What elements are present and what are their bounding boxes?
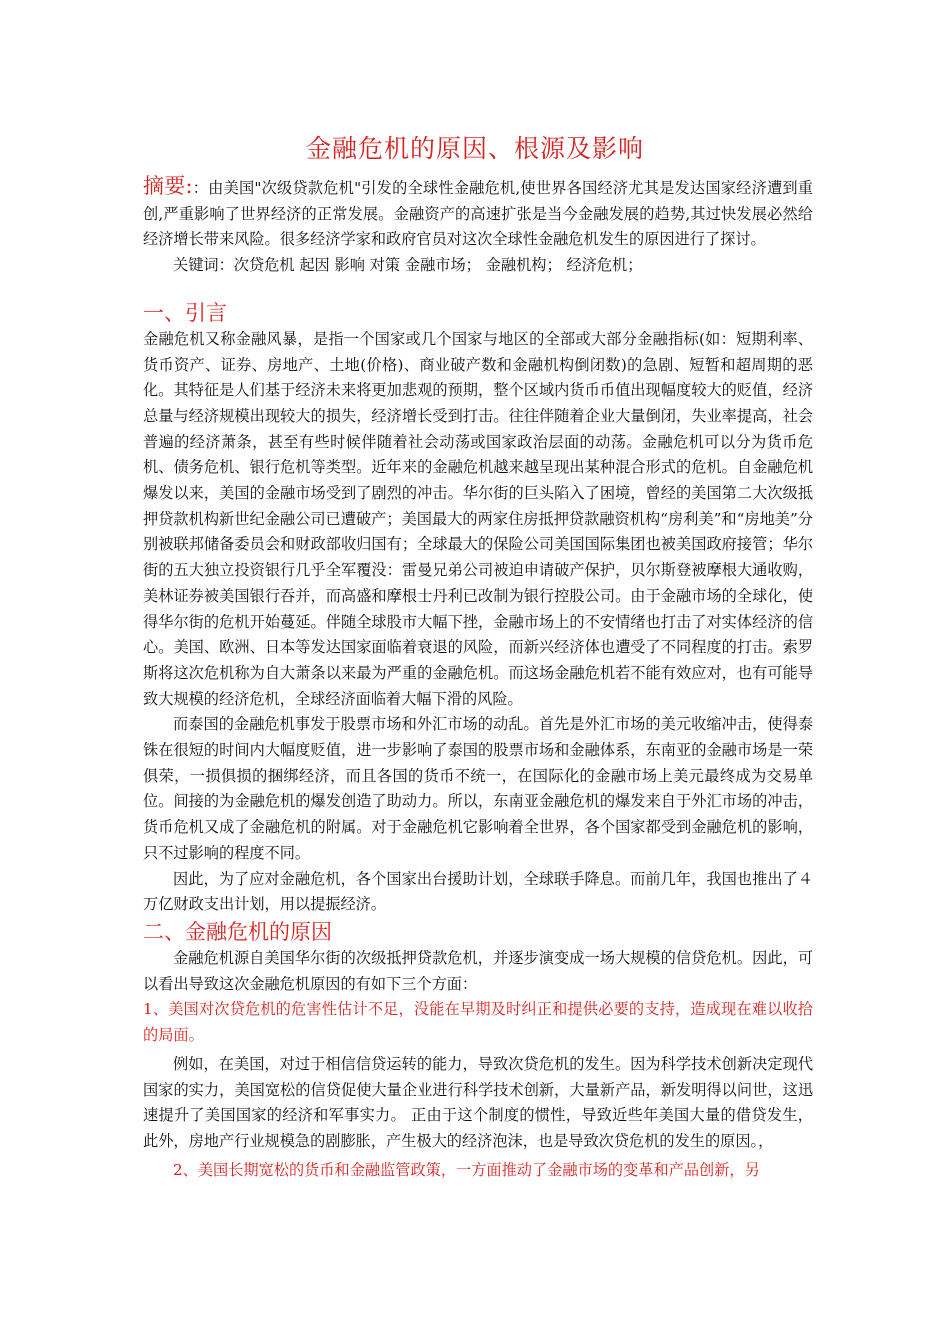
section-heading-causes: 二、金融危机的原因 xyxy=(143,919,332,944)
abstract-paragraph xyxy=(143,174,813,253)
keywords-line: 关键词：次贷危机 起因 影响 对策 金融市场； 金融机构； 经济危机； xyxy=(173,256,643,275)
intro-paragraph-3: 因此，为了应对金融危机，各个国家出台援助计划，全球联手降息。而前几年，我国也推出了４万亿财政支出计划，用以提振经济。 xyxy=(143,869,813,914)
causes-point-1: 1、美国对次贷危机的危害性估计不足，没能在早期及时纠正和提供必要的支持，造成现在难以收拾的局面。 xyxy=(143,1000,813,1045)
section-heading-intro: 一、引言 xyxy=(143,300,227,325)
causes-point-2: 2、美国长期宽松的货币和金融监管政策，一方面推动了金融市场的变革和产品创新，另 xyxy=(173,1160,760,1179)
intro-paragraph-2: 而泰国的金融危机事发于股票市场和外汇市场的动乱。首先是外汇市场的美元收缩冲击，使得泰铢在很短的时间内大幅度贬值，进一步影响了泰国的股票市场和金融体系，东南亚的金融市场是一荣俱荣，一损俱损的捆绑经济，而且各国的货币不统一，在国际化的金融市场上美元最终成为交易单位。间接的为金融危机的爆发创造了助动力。所以，东南亚金融危机的爆发来自于外汇市场的冲击，货币危机又成了金融危机的附属。对于金融危机它影响着全世界，各个国家都受到金融危机的影响，只不过影响的程度不同。 xyxy=(143,715,813,862)
abstract-label: 摘要: xyxy=(143,174,193,198)
causes-paragraph-2: 例如，在美国，对过于相信信贷运转的能力，导致次贷危机的发生。因为科学技术创新决定现代国家的实力，美国宽松的信贷促使大量企业进行科学技术创新，大量新产品，新发明得以问世，这迅速提升了美国国家的经济和军事实力。 正由于这个制度的惯性，导致近些年美国大量的借贷发生，此外，房地产行业规模急的剧膨胀，产生极大的经济泡沫，也是导致次贷危机的发生的原因。， xyxy=(143,1054,813,1150)
intro-paragraph-1: 金融危机又称金融风暴，是指一个国家或几个国家与地区的全部或大部分金融指标(如：短期利率、货币资产、证券、房地产、土地(价格)、商业破产数和金融机构倒闭数)的急剧、短暂和超周期的恶化。其特征是人们基于经济未来将更加悲观的预期，整个区域内货币币值出现幅度较大的贬值，经济总量与经济规模出现较大的损失，经济增长受到打击。往往伴随着企业大量倒闭，失业率提高，社会普遍的经济萧条，甚至有些时候伴随着社会动荡或国家政治层面的动荡。金融危机可以分为货币危机、债务危机、银行危机等类型。近年来的金融危机越来越呈现出某种混合形式的危机。自金融危机爆发以来，美国的金融市场受到了剧烈的冲击。华尔街的巨头陷入了困境，曾经的美国第二大次级抵押贷款机构新世纪金融公司已遭破产；美国最大的两家住房抵押贷款融资机构“房利美”和“房地美”分别被联邦储备委员会和财政部收归国有；全球最大的保险公司美国国际集团也被美国政府接管；华尔街的五大独立投资银行几乎全军覆没：雷曼兄弟公司被迫申请破产保护，贝尔斯登被摩根大通收购，美林证券被美国银行吞并，而高盛和摩根士丹利已改制为银行控股公司。由于金融市场的全球化，使得华尔街的危机开始蔓延。伴随全球股市大幅下挫，金融市场上的不安情绪也打击了对实体经济的信心。美国、欧洲、日本等发达国家面临着衰退的风险，而新兴经济体也遭受了不同程度的打击。索罗斯将这次危机称为自大萧条以来最为严重的金融危机。而这场金融危机若不能有效应对，也有可能导致大规模的经济危机，全球经济面临着大幅下滑的风险。 xyxy=(143,329,813,708)
causes-paragraph-1: 金融危机源自美国华尔街的次级抵押贷款危机，并逐步演变成一场大规模的信贷危机。因此，可以看出导致这次金融危机原因的有如下三个方面： xyxy=(143,948,813,993)
document-title: 金融危机的原因、根源及影响 xyxy=(305,134,644,163)
document-body xyxy=(143,174,813,1183)
abstract-text: ：由美国"次级贷款危机"引发的全球性金融危机,使世界各国经济尤其是发达国家经济遭到重创,严重影响了世界经济的正常发展。金融资产的高速扩张是当今金融发展的趋势,其过快发展必然给经济增长带来风险。很多经济学家和政府官员对这次全球性金融危机发生的原因进行了探讨。 xyxy=(143,179,813,249)
